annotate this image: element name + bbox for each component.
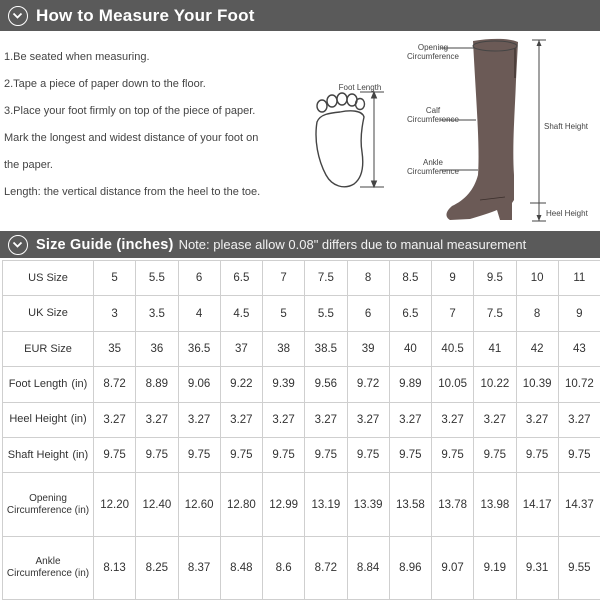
row-header-label: Ankle: [35, 555, 61, 567]
instruction-line: Mark the longest and widest distance of your foot on: [4, 132, 259, 144]
table-cell: 37: [220, 331, 262, 366]
instruction-line: 2.Tape a piece of paper down to the floor.: [4, 78, 206, 90]
table-cell: 5: [94, 261, 136, 296]
table-cell: 13.78: [432, 473, 474, 536]
table-cell: 13.39: [347, 473, 389, 536]
table-cell: 12.20: [94, 473, 136, 536]
table-cell: 7.5: [474, 296, 516, 331]
table-cell: 8.96: [389, 536, 431, 599]
table-cell: 3.27: [389, 402, 431, 437]
table-cell: 4: [178, 296, 220, 331]
table-cell: 3.27: [136, 402, 178, 437]
table-cell: 9.75: [220, 438, 262, 473]
table-cell: 9.39: [263, 367, 305, 402]
table-cell: 40: [389, 331, 431, 366]
row-header: [3, 367, 94, 402]
table-cell: 9.75: [136, 438, 178, 473]
instruction-line: 3.Place your foot firmly on top of the piece of paper.: [4, 105, 256, 117]
measurement-illustration: [0, 0, 600, 231]
table-cell: 8.25: [136, 536, 178, 599]
table-cell: 8.5: [389, 261, 431, 296]
table-cell: 7: [432, 296, 474, 331]
table-cell: 12.80: [220, 473, 262, 536]
table-cell: 9.07: [432, 536, 474, 599]
table-cell: 3.27: [347, 402, 389, 437]
table-row: [3, 402, 600, 437]
table-cell: 7: [263, 261, 305, 296]
table-cell: 10.05: [432, 367, 474, 402]
table-row: [3, 296, 600, 331]
foot-length-label: Foot Length: [338, 83, 382, 92]
table-cell: 3.27: [305, 402, 347, 437]
table-cell: 9.22: [220, 367, 262, 402]
table-cell: 9.75: [263, 438, 305, 473]
row-header-label-2: Circumference (in): [6, 504, 90, 516]
table-cell: 12.40: [136, 473, 178, 536]
table-cell: 42: [516, 331, 558, 366]
row-header-unit: (in): [71, 377, 88, 390]
table-cell: 9.06: [178, 367, 220, 402]
row-header: [3, 296, 94, 331]
table-cell: 8.48: [220, 536, 262, 599]
chevron-down-circle-icon: [8, 235, 28, 255]
table-cell: 3.27: [94, 402, 136, 437]
row-header-label: Heel Height: [9, 413, 67, 426]
opening-label-1: Opening: [417, 43, 449, 52]
row-header-label: Shaft Height: [7, 448, 69, 461]
size-guide-note: Note: please allow 0.08" differs due to manual measurement: [178, 237, 527, 252]
ankle-label-2: Circumference: [406, 167, 460, 176]
table-cell: 10: [516, 261, 558, 296]
table-cell: 9: [558, 296, 600, 331]
table-cell: 3.27: [263, 402, 305, 437]
table-row: [3, 438, 600, 473]
table-cell: 8.72: [305, 536, 347, 599]
table-cell: 8: [347, 261, 389, 296]
table-cell: 6: [178, 261, 220, 296]
table-cell: 6.5: [389, 296, 431, 331]
table-cell: 35: [94, 331, 136, 366]
table-cell: 4.5: [220, 296, 262, 331]
table-cell: 41: [474, 331, 516, 366]
table-cell: 8.37: [178, 536, 220, 599]
row-header-unit: (in): [70, 413, 87, 426]
table-cell: 3.27: [558, 402, 600, 437]
instruction-line: the paper.: [4, 159, 53, 171]
foot-outline-icon: [316, 93, 364, 187]
table-cell: 39: [347, 331, 389, 366]
size-table: [2, 260, 600, 600]
table-cell: 9: [432, 261, 474, 296]
table-cell: 9.89: [389, 367, 431, 402]
heel-height-label: Heel Height: [546, 209, 588, 218]
table-cell: 8.84: [347, 536, 389, 599]
measure-title: How to Measure Your Foot: [36, 5, 255, 25]
table-cell: 38.5: [305, 331, 347, 366]
shaft-height-label: Shaft Height: [544, 122, 589, 131]
row-header-label-2: Circumference (in): [6, 567, 90, 579]
table-cell: 36.5: [178, 331, 220, 366]
table-cell: 5.5: [305, 296, 347, 331]
ankle-label-1: Ankle: [422, 158, 444, 167]
instruction-line: 1.Be seated when measuring.: [4, 51, 150, 63]
instruction-line: Length: the vertical distance from the heel to the toe.: [4, 186, 261, 198]
table-cell: 13.19: [305, 473, 347, 536]
table-cell: 8.89: [136, 367, 178, 402]
table-cell: 43: [558, 331, 600, 366]
table-cell: 6.5: [220, 261, 262, 296]
row-header-label: EUR Size: [24, 342, 72, 355]
row-header: [3, 402, 94, 437]
row-header: [3, 331, 94, 366]
table-cell: 10.72: [558, 367, 600, 402]
size-guide-banner: [0, 231, 600, 258]
table-cell: 12.99: [263, 473, 305, 536]
table-cell: 10.39: [516, 367, 558, 402]
table-cell: 5.5: [136, 261, 178, 296]
table-cell: 3.27: [178, 402, 220, 437]
row-header-unit: (in): [72, 448, 89, 461]
table-cell: 9.72: [347, 367, 389, 402]
table-row: [3, 473, 600, 536]
table-cell: 11: [558, 261, 600, 296]
row-header: [3, 438, 94, 473]
calf-label-2: Circumference: [406, 115, 460, 124]
opening-label-2: Circumference: [406, 52, 460, 61]
table-cell: 9.75: [305, 438, 347, 473]
table-cell: 6: [347, 296, 389, 331]
table-cell: 9.75: [389, 438, 431, 473]
table-cell: 9.75: [94, 438, 136, 473]
table-cell: 9.75: [178, 438, 220, 473]
size-guide-title: Size Guide (inches): [36, 236, 174, 253]
row-header-label: Foot Length: [8, 377, 68, 390]
table-cell: 8.6: [263, 536, 305, 599]
table-row: [3, 536, 600, 599]
table-cell: 9.5: [474, 261, 516, 296]
table-cell: 9.75: [474, 438, 516, 473]
table-row: [3, 261, 600, 296]
row-header: [3, 473, 94, 536]
table-cell: 36: [136, 331, 178, 366]
table-cell: 8.72: [94, 367, 136, 402]
table-cell: 14.37: [558, 473, 600, 536]
row-header: [3, 261, 94, 296]
table-cell: 8.13: [94, 536, 136, 599]
table-cell: 9.55: [558, 536, 600, 599]
table-cell: 3: [94, 296, 136, 331]
boot-icon: [446, 39, 518, 220]
table-cell: 3.27: [516, 402, 558, 437]
table-cell: 9.75: [558, 438, 600, 473]
table-cell: 3.5: [136, 296, 178, 331]
table-cell: 9.56: [305, 367, 347, 402]
table-cell: 9.75: [516, 438, 558, 473]
table-cell: 9.75: [347, 438, 389, 473]
table-cell: 5: [263, 296, 305, 331]
row-header-label: Opening: [29, 492, 67, 504]
table-cell: 40.5: [432, 331, 474, 366]
table-row: [3, 367, 600, 402]
calf-label-1: Calf: [425, 106, 441, 115]
row-header-label: UK Size: [28, 307, 68, 320]
table-cell: 7.5: [305, 261, 347, 296]
table-cell: 9.31: [516, 536, 558, 599]
table-cell: 10.22: [474, 367, 516, 402]
table-cell: 13.58: [389, 473, 431, 536]
row-header-label: US Size: [28, 271, 68, 284]
table-cell: 12.60: [178, 473, 220, 536]
table-cell: 9.19: [474, 536, 516, 599]
table-row: [3, 331, 600, 366]
table-cell: 3.27: [474, 402, 516, 437]
table-cell: 3.27: [432, 402, 474, 437]
table-cell: 8: [516, 296, 558, 331]
table-cell: 9.75: [432, 438, 474, 473]
table-cell: 13.98: [474, 473, 516, 536]
row-header: [3, 536, 94, 599]
table-cell: 3.27: [220, 402, 262, 437]
table-cell: 14.17: [516, 473, 558, 536]
table-cell: 38: [263, 331, 305, 366]
size-table-body: [3, 261, 600, 600]
